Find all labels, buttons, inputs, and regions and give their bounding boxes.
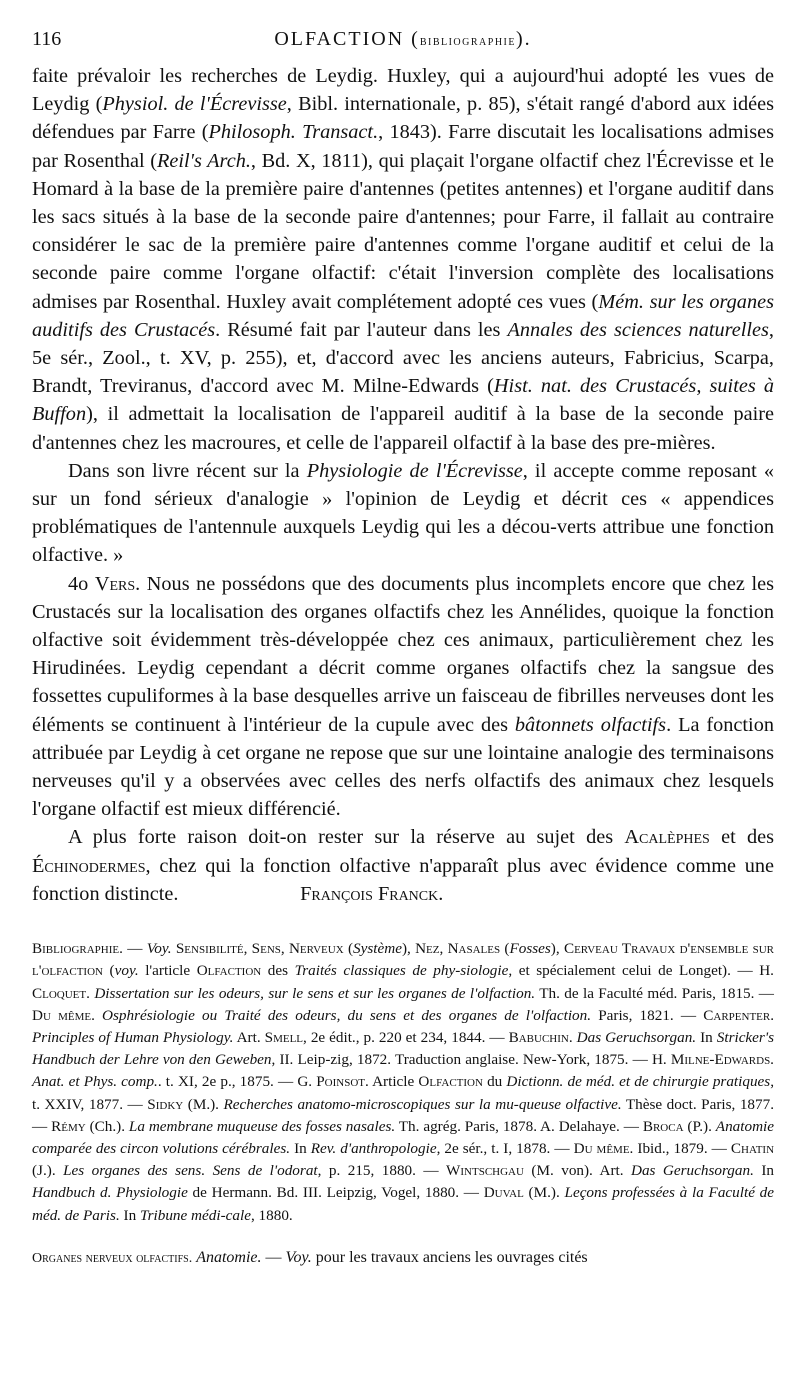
paragraph: faite prévaloir les recherches de Leydig. Huxley, qui a aujourd'hui adopté les vues de Leydig (Physiol. de l'Écrevisse, Bibl. internationale, p. 85), s'était rangé d'abord aux idées défendues par Farre (Philosoph. Transact., 1843). Farre discutait les localisations admises par Rosenthal (Reil's Arch., Bd. X, 1811), qui plaçait l'organe olfactif chez l'Écrevisse et le Homard à la base de la première paire d'antennes (petites antennes) et l'organe auditif dans les sacs situés à la base de la seconde paire d'antennes; pour Farre, il fallait au contraire considérer le sac de la première paire d'antennes comme l'organe auditif et celui de la seconde paire comme l'organe olfactif: c'était l'inversion complète des localisations admises par Rosenthal. Huxley avait complétement adopté ces vues (Mém. sur les organes auditifs des Crustacés. Résumé fait par l'auteur dans les Annales des sciences naturelles, 5e sér., Zool., t. XV, p. 255), et, d'accord avec les anciens auteurs, Fabricius, Scarpa, Brandt, Treviranus, d'accord avec M. Milne-Edwards (Hist. nat. des Crustacés, suites à Buffon), il admettait la localisation de l'appareil auditif à la base de la seconde paire d'antennes chez les macroures, et celle de l'appareil olfactif à la base des pre-mières. (32, 65, 774, 454)
running-head: OLFACTION (bibliographie). (274, 28, 532, 50)
paragraph: A plus forte raison doit-on rester sur la réserve au sujet des Acalèphes et des Échinodermes, chez qui la fonction olfactive n'apparaît plus avec évidence comme une fonction distincte. François Franck. (32, 826, 775, 905)
bibliography-text: Bibliographie. — Voy. Sensibilité, Sens, Nerveux (Système), Nez, Nasales (Fosses), Cerveau Travaux d'ensemble sur l'olfaction (voy. l'article Olfaction des Traités classiques de phy-siologie, et spécialement celui de Longet). — H. Cloquet. Dissertation sur les odeurs, sur le sens et sur les organes de l'olfaction. Th. de la Faculté méd. Paris, 1815. — Du même. Osphrésiologie ou Traité des odeurs, du sens et des organes de l'olfaction. Paris, 1821. — Carpenter. Principles of Human Physiology. Art. Smell, 2e édit., p. 220 et 234, 1844. — Babuchin. Das Geruchsorgan. In Stricker's Handbuch der Lehre von den Geweben, II. Leip-zig, 1872. Traduction anglaise. New-York, 1875. — H. Milne-Edwards. Anat. et Phys. comp.. t. XI, 2e p., 1875. — G. Poinsot. Article Olfaction du Dictionn. de méd. et de chirurgie pratiques, t. XXIV, 1877. — Sidky (M.). Recherches anatomo-microscopiques sur la mu-queuse olfactive. Thèse doct. Paris, 1877. — Rémy (Ch.). La membrane muqueuse des fosses nasales. Th. agrég. Paris, 1878. A. Delahaye. — Broca (P.). Anatomie comparée des circon volutions cérébrales. In Rev. d'anthropologie, 2e sér., t. I, 1878. — Du même. Ibid., 1879. — Chatin (J.). Les organes des sens. Sens de l'odorat, p. 215, 1880. — Wintschgau (M. von). Art. Das Geruchsorgan. In Handbuch d. Physiologie de Hermann. Bd. III. Leipzig, Vogel, 1880. — Duval (M.). Leçons professées à la Faculté de méd. de Paris. In Tribune médi-cale, 1880. (32, 940, 775, 1224)
document-page (32, 28, 774, 1270)
paragraph-section-vers: 4o Vers. Nous ne possédons que des documents plus incomplets encore que chez les Crustacés sur la localisation des organes olfactifs chez les Annélides, quoique la fonction olfactive soit évidemment très-développée chez ces animaux, particulièrement chez les Hirudinées. Leydig cependant a décrit comme organes olfactifs chez la sangsue des fossettes cupuliformes à la base desquelles arrive un faisceau de fibrilles nerveuses dont les éléments se continuent à l'intérieur de la cupule avec des bâtonnets olfactifs. La fonction attribuée par Leydig à cet organe ne repose que sur une lointaine analogie des terminaisons nerveuses qu'il y a observées avec celles des nerfs olfactifs des animaux chez lesquels l'organe olfactif est mieux différencié. (32, 572, 774, 821)
bibliography (32, 938, 774, 1227)
page-header (32, 28, 774, 62)
page-number: 116 (32, 28, 62, 50)
paragraph: Dans son livre récent sur la Physiologie de l'Écrevisse, il accepte comme reposant « sur un fond sérieux d'analogie » l'opinion de Leydig et décrit ces « appendices problématiques de l'antennule auxquels Leydig qui les a décou-verts attribue une fonction olfactive. » (32, 459, 774, 567)
separator (32, 908, 774, 938)
separator (32, 1227, 774, 1247)
body-text (32, 62, 774, 908)
author-signature: François Franck. (300, 882, 444, 905)
section-start-line: Organes nerveux olfactifs. Anatomie. — Voy. pour les travaux anciens les ouvrages cités (32, 1248, 588, 1266)
